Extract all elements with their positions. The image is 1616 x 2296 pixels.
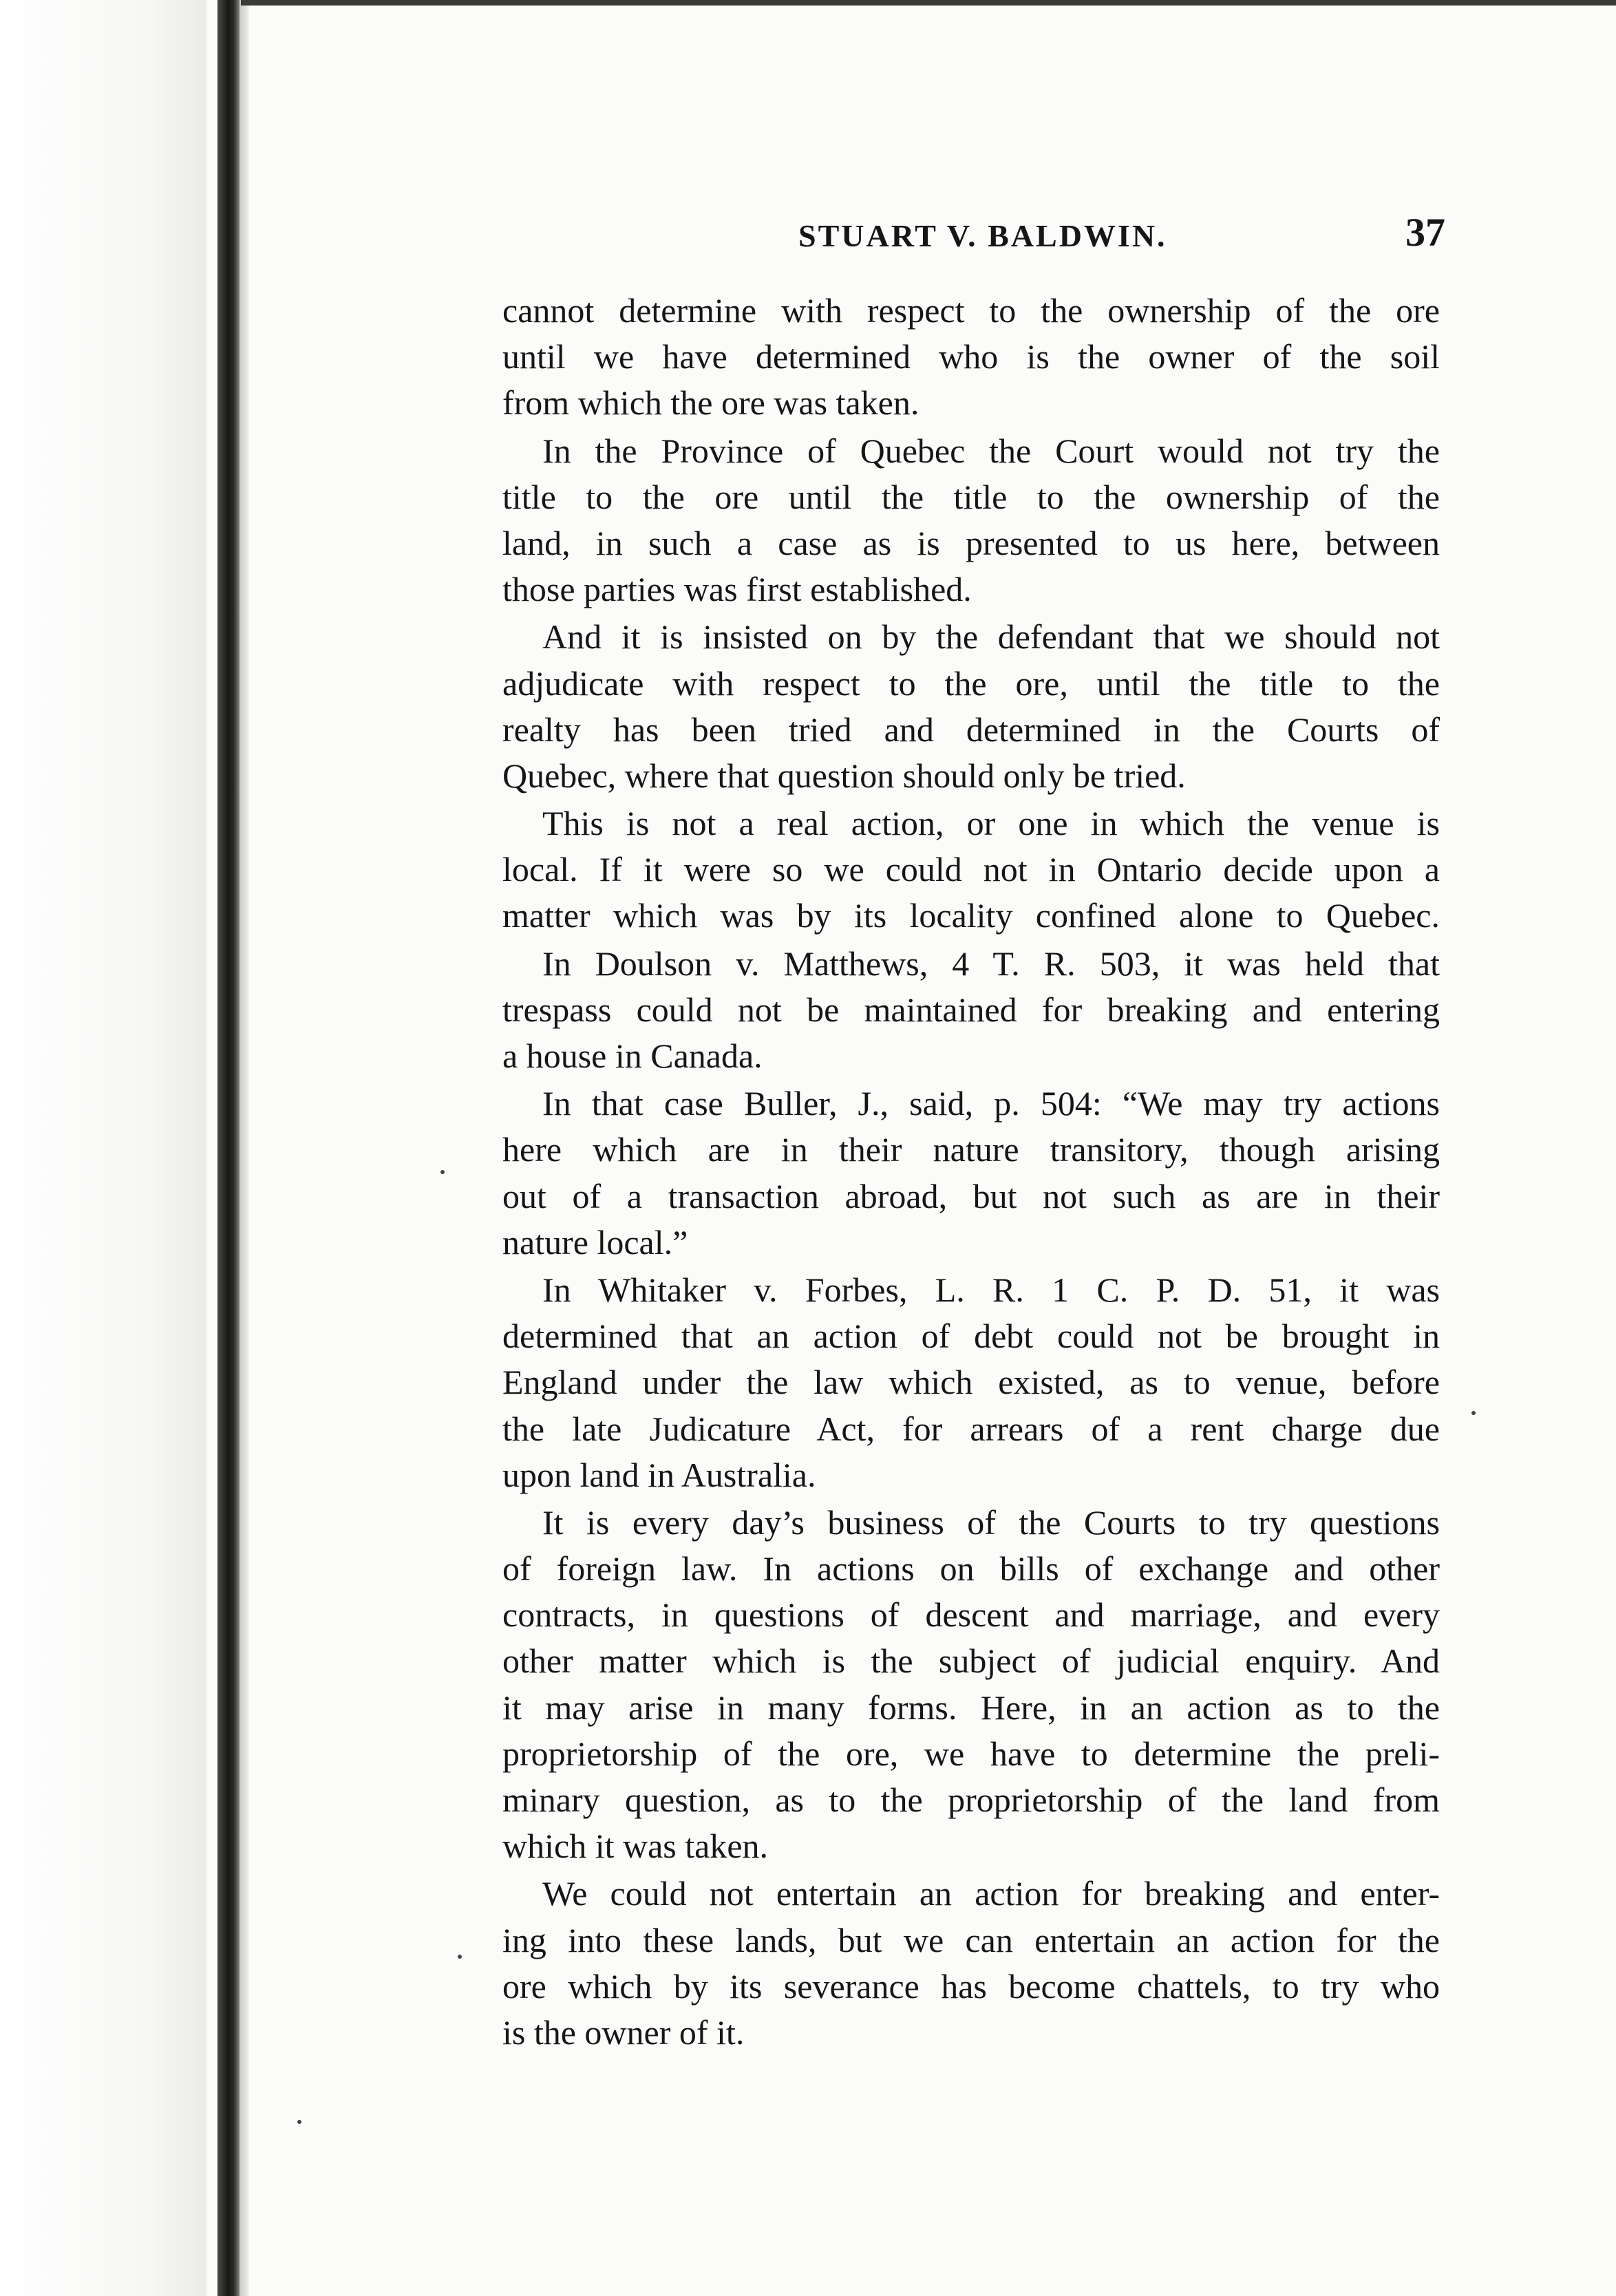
paragraph: [502, 941, 1440, 1080]
text-line: land, in such a case as is presented to us here, between: [502, 523, 1440, 562]
paragraph: [502, 288, 1440, 427]
scan-speck: [1471, 1411, 1476, 1415]
text-line: In Whitaker v. Forbes, L. R. 1 C. P. D. 51, it was: [542, 1270, 1440, 1309]
text-line: Quebec, where that question should only be tried.: [502, 756, 1186, 795]
book-spine-shadow: [217, 0, 241, 2296]
text-line: realty has been tried and determined in the Courts of: [502, 710, 1440, 749]
text-line: from which the ore was taken.: [502, 383, 919, 423]
text-line: In the Province of Quebec the Court would not try the: [542, 431, 1440, 470]
paragraph: [502, 1871, 1440, 2056]
top-page-edge: [241, 0, 1616, 6]
facing-page-margin: [0, 0, 206, 2296]
text-line: This is not a real action, or one in which the venue is: [542, 804, 1440, 843]
text-line: It is every day’s business of the Courts to try questions: [542, 1502, 1440, 1542]
text-line: here which are in their nature transitory, though arising: [502, 1130, 1440, 1169]
text-line: And it is insisted on by the defendant that we should not: [542, 617, 1440, 657]
paragraph: [502, 800, 1440, 939]
page-number: 37: [1405, 210, 1445, 255]
text-line: is the owner of it.: [502, 2012, 745, 2052]
paragraph: [502, 1081, 1440, 1266]
text-line: until we have determined who is the owner of the soil: [502, 337, 1440, 376]
paragraph: [502, 428, 1440, 613]
text-line: trespass could not be maintained for breaking and entering: [502, 990, 1440, 1029]
text-line: ing into these lands, but we can entertain an action for the: [502, 1920, 1440, 1959]
body-text: [502, 288, 1440, 2056]
paragraph: [502, 1267, 1440, 1498]
text-line: ore which by its severance has become chattels, to try who: [502, 1966, 1440, 2006]
text-line: In Doulson v. Matthews, 4 T. R. 503, it was held that: [542, 944, 1440, 983]
text-line: of foreign law. In actions on bills of exchange and other: [502, 1549, 1440, 1588]
text-line: those parties was first established.: [502, 570, 972, 609]
page-gutter-edge: [240, 0, 249, 2296]
scan-speck: [458, 1955, 462, 1959]
text-line: We could not entertain an action for breaking and enter-: [542, 1874, 1440, 1913]
text-line: matter which was by its locality confined alone to Quebec.: [502, 896, 1440, 935]
text-line: nature local.”: [502, 1222, 688, 1262]
text-line: a house in Canada.: [502, 1037, 763, 1075]
paragraph: [502, 614, 1440, 799]
text-line: local. If it were so we could not in Ontario decide upon a: [502, 850, 1440, 889]
text-line: England under the law which existed, as to venue, before: [502, 1363, 1440, 1402]
scan-speck: [297, 2120, 301, 2124]
text-line: determined that an action of debt could not be brought in: [502, 1317, 1440, 1356]
text-line: minary question, as to the proprietorship of the land from: [502, 1781, 1440, 1819]
text-line: upon land in Australia.: [502, 1455, 816, 1494]
scan-speck: [440, 1170, 445, 1174]
text-line: which it was taken.: [502, 1827, 769, 1866]
text-line: adjudicate with respect to the ore, until the title to the: [502, 663, 1440, 703]
running-head: STUART V. BALDWIN.: [798, 218, 1167, 253]
text-line: In that case Buller, J., said, p. 504: “We may try actions: [542, 1084, 1440, 1123]
text-line: other matter which is the subject of judicial enquiry. And: [502, 1641, 1440, 1681]
text-line: title to the ore until the title to the ownership of the: [502, 477, 1440, 516]
text-line: the late Judicature Act, for arrears of a rent charge due: [502, 1409, 1440, 1448]
text-line: it may arise in many forms. Here, in an action as to the: [502, 1688, 1440, 1727]
text-line: proprietorship of the ore, we have to determine the preli-: [502, 1734, 1440, 1773]
text-line: out of a transaction abroad, but not such as are in their: [502, 1176, 1440, 1215]
text-line: cannot determine with respect to the ownership of the ore: [502, 291, 1440, 330]
paragraph: [502, 1500, 1440, 1870]
page-header: [502, 206, 1445, 262]
text-line: contracts, in questions of descent and marriage, and every: [502, 1595, 1440, 1635]
